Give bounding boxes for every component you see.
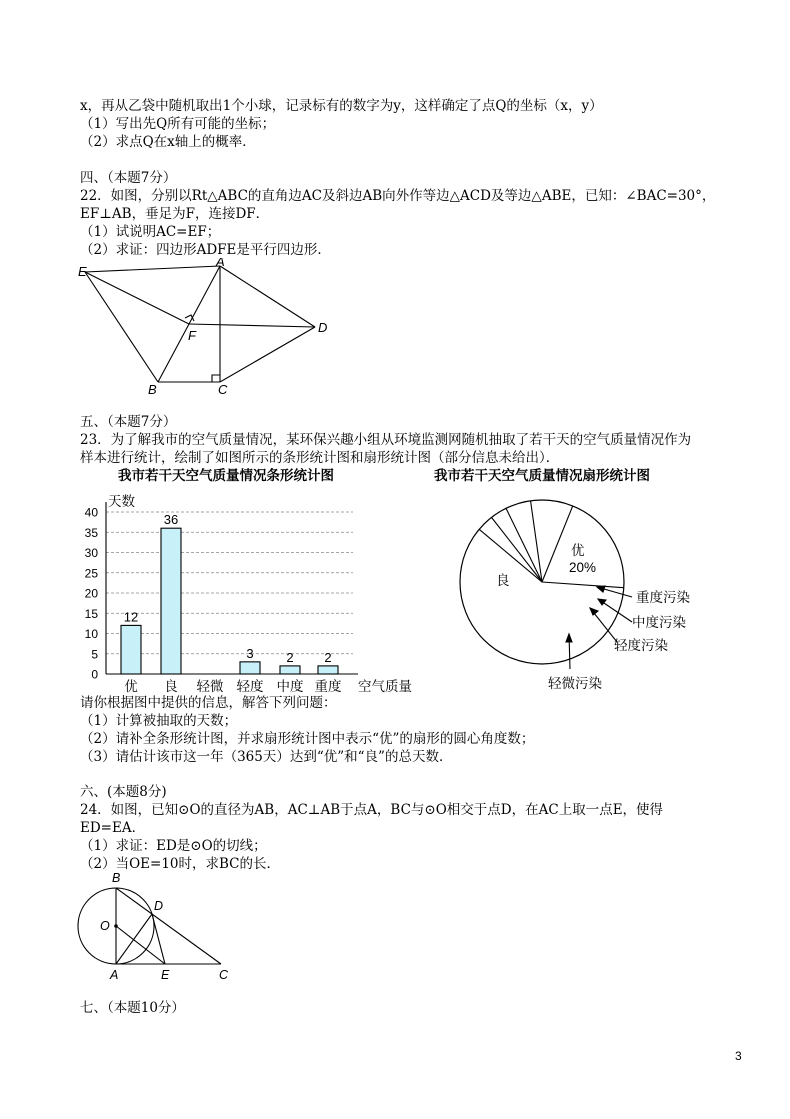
- q23-part3: （3）请估计该市这一年（365天）达到“优”和“良”的总天数．: [80, 749, 453, 765]
- label-D: D: [154, 899, 164, 913]
- x-tick-label: 优: [124, 679, 138, 694]
- pointer-light-head: [590, 608, 598, 615]
- label-B: B: [112, 871, 121, 885]
- seg-FD: [189, 324, 315, 327]
- q21-part2: （2）求点Q在x轴上的概率．: [80, 134, 256, 150]
- y-tick-label: 0: [91, 667, 98, 682]
- pie-chart-title: 我市若干天空气质量情况扇形统计图: [434, 468, 650, 483]
- y-tick-label: 10: [84, 627, 98, 641]
- pointer-heavy-head: [597, 586, 605, 592]
- seg-DC: [220, 327, 315, 382]
- q21-line: x，再从乙袋中随机取出1个小球，记录标有的数字为y，这样确定了点Q的坐标（x，y）: [80, 98, 603, 114]
- label-O: O: [100, 919, 110, 933]
- seg-AD: [116, 914, 152, 964]
- q22-part2: （2）求证：四边形ADFE是平行四边形．: [80, 242, 331, 258]
- y-tick-label: 40: [84, 505, 98, 520]
- bar-value-label: 3: [246, 645, 254, 661]
- y-tick-label: 15: [84, 606, 98, 621]
- section-7-heading: 七、（本题10分）: [80, 1000, 185, 1016]
- seg-EA: [85, 266, 220, 272]
- y-tick-label: 25: [84, 566, 98, 581]
- x-tick-label: 重度: [314, 679, 342, 694]
- right-angle-F: [185, 315, 194, 321]
- pie-label-good: 良: [496, 573, 510, 588]
- label-B: B: [148, 382, 157, 396]
- q23-stem-2: 样本进行统计，绘制了如图所示的条形统计图和扇形统计图（部分信息未给出）．: [80, 450, 560, 466]
- bar-3: [240, 662, 260, 674]
- q24-part1: （1）求证：ED是⊙O的切线；: [80, 838, 267, 854]
- bar-chart-title: 我市若干天空气质量情况条形统计图: [118, 468, 334, 483]
- y-tick-label: 5: [91, 647, 98, 662]
- q23-part2: （2）请补全条形统计图，并求扇形统计图中表示“优”的扇形的圆心角度数；: [80, 731, 535, 747]
- x-tick-label: 轻微: [196, 679, 224, 694]
- bar-5: [318, 666, 338, 674]
- seg-AD: [220, 266, 315, 327]
- x-axis-label: 空气质量: [358, 679, 412, 694]
- label-A: A: [216, 258, 225, 269]
- pie-label-slight: 轻微污染: [548, 676, 602, 691]
- seg-BC: [116, 888, 221, 964]
- q22-part1: （1）试说明AC=EF；: [80, 224, 221, 240]
- q23-prompt: 请你根据图中提供的信息，解答下列问题：: [80, 695, 337, 711]
- seg-BE: [85, 272, 158, 382]
- label-C: C: [219, 968, 229, 982]
- pie-label-light: 轻度污染: [614, 638, 668, 653]
- bar-value-label: 12: [123, 609, 139, 625]
- y-axis-label: 天数: [108, 494, 135, 509]
- q22-figure: [78, 258, 328, 396]
- q22-stem-1: 22．如图，分别以Rt△ABC的直角边AC及斜边AB向外作等边△ACD及等边△ABE，已知：∠BAC=30°，: [80, 188, 716, 204]
- bar-value-label: 36: [163, 512, 179, 528]
- q24-stem-1: 24．如图，已知⊙O的直径为AB，AC⊥AB于点A，BC与⊙O相交于点D，在AC上取一点E，使得: [80, 802, 664, 818]
- bar-4: [280, 666, 300, 674]
- bar-0: [121, 625, 141, 674]
- y-tick-label: 35: [84, 525, 98, 540]
- label-C: C: [218, 382, 228, 396]
- q24-stem-2: ED=EA．: [80, 820, 146, 836]
- section-4-heading: 四、（本题7分）: [80, 170, 177, 186]
- label-A: A: [110, 968, 119, 982]
- label-F: F: [188, 328, 196, 343]
- x-tick-label: 中度: [276, 679, 304, 694]
- bar-1: [161, 528, 181, 674]
- q21-part1: （1）写出先Q所有可能的坐标；: [80, 116, 276, 132]
- pie-slice-edge-2: [479, 529, 542, 582]
- section-5-heading: 五、（本题7分）: [80, 414, 177, 430]
- pie-label-medium: 中度污染: [632, 615, 686, 630]
- pie-slice-edge-1: [542, 582, 624, 588]
- y-tick-label: 20: [84, 586, 98, 601]
- bar-chart: [78, 464, 423, 696]
- label-E: E: [161, 968, 170, 982]
- q22-stem-2: EF⊥AB，垂足为F，连接DF．: [80, 206, 270, 222]
- pointer-slight-head: [566, 634, 572, 642]
- x-tick-label: 轻度: [236, 679, 264, 694]
- q23-part1: （1）计算被抽取的天数；: [80, 713, 238, 729]
- pie-label-heavy: 重度污染: [636, 590, 690, 605]
- bar-value-label: 2: [286, 649, 294, 665]
- bar-value-label: 2: [324, 649, 332, 665]
- page-number: 3: [735, 1049, 742, 1063]
- pie-chart: [432, 464, 698, 696]
- label-E: E: [78, 264, 87, 279]
- x-tick-label: 良: [164, 679, 178, 694]
- q24-figure: [74, 870, 234, 985]
- y-tick-label: 30: [84, 546, 98, 560]
- section-6-heading: 六、(本题8分): [80, 784, 167, 800]
- pie-label-excellent: 优: [571, 543, 585, 558]
- seg-EF: [85, 272, 189, 324]
- seg-OE: [116, 926, 165, 964]
- q23-stem-1: 23．为了解我市的空气质量情况，某环保兴趣小组从环境监测网随机抽取了若干天的空气质量情况作为: [80, 432, 692, 448]
- right-angle-C: [212, 375, 220, 382]
- pie-label-excellent-pct: 20%: [569, 560, 597, 575]
- q24-part2: （2）当OE=10时，求BC的长．: [80, 856, 281, 872]
- center-dot-O: [114, 924, 118, 928]
- label-D: D: [318, 320, 328, 335]
